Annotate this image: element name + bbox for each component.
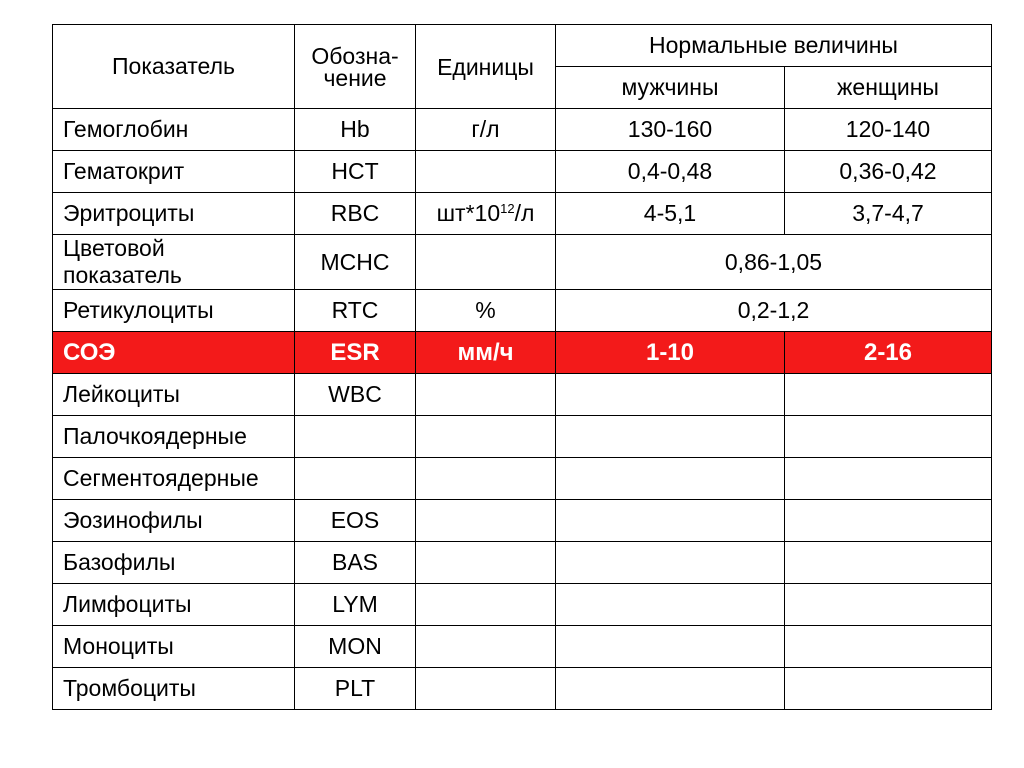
cell-name bbox=[53, 235, 295, 290]
cell-unit bbox=[416, 416, 556, 458]
header-designation-line1: Обозна- bbox=[311, 42, 399, 69]
cell-code: RBC bbox=[295, 193, 416, 235]
cell-code: RTC bbox=[295, 290, 416, 332]
cell-code: ESR bbox=[295, 332, 416, 374]
header-indicator: Показатель bbox=[53, 25, 295, 109]
table-row-monocytes bbox=[53, 626, 992, 668]
cell-unit bbox=[416, 668, 556, 710]
cell-name: Палочкоядерные bbox=[53, 416, 295, 458]
cell-name: Лейкоциты bbox=[53, 374, 295, 416]
cell-men bbox=[556, 416, 785, 458]
cell-code: MCHC bbox=[295, 235, 416, 290]
cell-name: Моноциты bbox=[53, 626, 295, 668]
header-normal-values: Нормальные величины bbox=[556, 25, 992, 67]
cell-unit bbox=[416, 500, 556, 542]
table-row-erythrocytes bbox=[53, 193, 992, 235]
cell-code bbox=[295, 458, 416, 500]
table-row-lymphocytes bbox=[53, 584, 992, 626]
cell-name: Базофилы bbox=[53, 542, 295, 584]
cell-name-line1: Цветовой bbox=[63, 235, 165, 261]
cell-unit: % bbox=[416, 290, 556, 332]
unit-tail: /л bbox=[514, 200, 535, 226]
cell-women bbox=[785, 374, 992, 416]
cell-men: 1-10 bbox=[556, 332, 785, 374]
cell-women bbox=[785, 668, 992, 710]
cell-men bbox=[556, 500, 785, 542]
cell-women: 2-16 bbox=[785, 332, 992, 374]
table-row-segmented-neutrophils bbox=[53, 458, 992, 500]
cell-code: LYM bbox=[295, 584, 416, 626]
table-row-reticulocytes bbox=[53, 290, 992, 332]
cell-men: 4-5,1 bbox=[556, 193, 785, 235]
table-row-leukocytes bbox=[53, 374, 992, 416]
table-row-platelets bbox=[53, 668, 992, 710]
table-row-hematocrit bbox=[53, 151, 992, 193]
cell-men: 0,4-0,48 bbox=[556, 151, 785, 193]
cell-unit: г/л bbox=[416, 109, 556, 151]
header-women: женщины bbox=[785, 67, 992, 109]
cell-name: Гемоглобин bbox=[53, 109, 295, 151]
cell-men bbox=[556, 542, 785, 584]
header-units: Единицы bbox=[416, 25, 556, 109]
cell-unit: мм/ч bbox=[416, 332, 556, 374]
cell-unit bbox=[416, 584, 556, 626]
cell-name: Ретикулоциты bbox=[53, 290, 295, 332]
cell-women bbox=[785, 626, 992, 668]
cell-unit bbox=[416, 458, 556, 500]
header-men: мужчины bbox=[556, 67, 785, 109]
cell-name: Тромбоциты bbox=[53, 668, 295, 710]
cell-code bbox=[295, 416, 416, 458]
cell-code: MON bbox=[295, 626, 416, 668]
unit-base: шт*10 bbox=[436, 200, 501, 226]
cell-women: 120-140 bbox=[785, 109, 992, 151]
cell-name: Лимфоциты bbox=[53, 584, 295, 626]
cell-code: HCT bbox=[295, 151, 416, 193]
cell-men bbox=[556, 458, 785, 500]
cell-code: EOS bbox=[295, 500, 416, 542]
cell-name-line2: показатель bbox=[63, 262, 182, 288]
cell-both: 0,2-1,2 bbox=[556, 290, 992, 332]
cell-unit bbox=[416, 193, 556, 235]
cell-name: СОЭ bbox=[53, 332, 295, 374]
cell-code: PLT bbox=[295, 668, 416, 710]
cell-code: BAS bbox=[295, 542, 416, 584]
table-row-esr-highlighted bbox=[53, 332, 992, 374]
table-row-eosinophils bbox=[53, 500, 992, 542]
cell-code: Hb bbox=[295, 109, 416, 151]
cell-name: Сегментоядерные bbox=[53, 458, 295, 500]
table-row-basophils bbox=[53, 542, 992, 584]
cell-name: Эритроциты bbox=[53, 193, 295, 235]
cell-women bbox=[785, 584, 992, 626]
cell-women: 3,7-4,7 bbox=[785, 193, 992, 235]
cell-women bbox=[785, 542, 992, 584]
cell-women bbox=[785, 500, 992, 542]
cell-code: WBC bbox=[295, 374, 416, 416]
header-row-top bbox=[53, 25, 992, 67]
cell-unit bbox=[416, 626, 556, 668]
cell-unit bbox=[416, 235, 556, 290]
cell-women bbox=[785, 416, 992, 458]
cell-name: Гематокрит bbox=[53, 151, 295, 193]
cell-men bbox=[556, 374, 785, 416]
cell-men bbox=[556, 626, 785, 668]
cell-unit bbox=[416, 151, 556, 193]
cell-name: Эозинофилы bbox=[53, 500, 295, 542]
cell-unit bbox=[416, 542, 556, 584]
cell-unit bbox=[416, 374, 556, 416]
table-row-hemoglobin bbox=[53, 109, 992, 151]
header-designation bbox=[295, 25, 416, 109]
unit-exponent: 12 bbox=[500, 201, 515, 216]
cell-men: 130-160 bbox=[556, 109, 785, 151]
cell-men bbox=[556, 584, 785, 626]
cell-both: 0,86-1,05 bbox=[556, 235, 992, 290]
blood-test-norms-table bbox=[52, 24, 992, 710]
cell-women bbox=[785, 458, 992, 500]
cell-men bbox=[556, 668, 785, 710]
table-row-band-neutrophils bbox=[53, 416, 992, 458]
table-row-color-index bbox=[53, 235, 992, 290]
cell-women: 0,36-0,42 bbox=[785, 151, 992, 193]
header-designation-line2: чение bbox=[323, 64, 387, 91]
